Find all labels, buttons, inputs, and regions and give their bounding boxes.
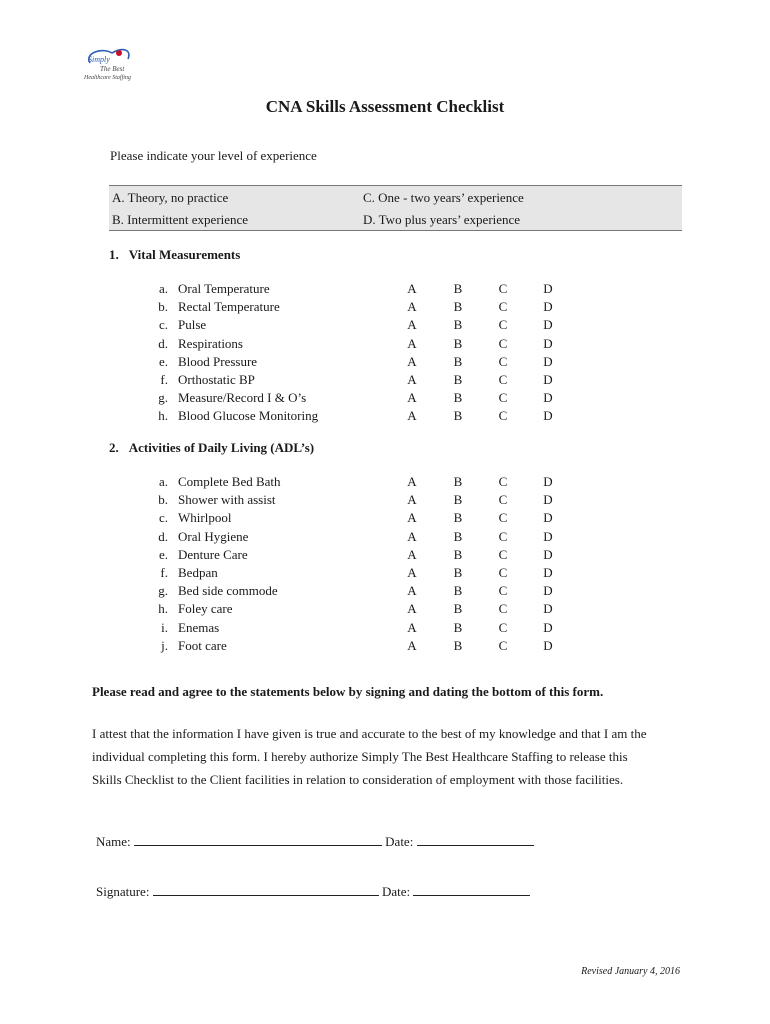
item-letter: i.	[161, 619, 168, 635]
section-title	[109, 247, 240, 263]
rating-option-a[interactable]: A	[407, 372, 417, 387]
item-label: Bedpan	[178, 565, 218, 580]
rating-option-b[interactable]: B	[453, 492, 463, 508]
legend-c: C. One - two years’ experience	[363, 190, 524, 205]
item-letter: d.	[158, 335, 168, 351]
checklist-row	[0, 547, 770, 565]
checklist-row	[0, 372, 770, 390]
rating-option-d[interactable]: D	[543, 583, 553, 599]
checklist-row	[0, 474, 770, 492]
rating-option-a[interactable]: A	[407, 492, 417, 508]
item-letter: h.	[158, 601, 168, 617]
rating-option-c[interactable]: C	[498, 510, 508, 526]
rating-option-d[interactable]: D	[543, 474, 553, 489]
rating-option-c[interactable]: C	[498, 601, 508, 617]
rating-option-c[interactable]: C	[498, 281, 508, 296]
item-label: Measure/Record I & O’s	[178, 390, 307, 406]
rating-option-c[interactable]: C	[498, 474, 508, 489]
rating-option-a[interactable]: A	[407, 474, 417, 489]
rating-option-c[interactable]: C	[498, 299, 508, 315]
rating-option-d[interactable]: D	[543, 281, 553, 296]
rating-option-b[interactable]: B	[453, 637, 463, 653]
rating-option-c[interactable]: C	[498, 408, 508, 424]
rating-option-c[interactable]: C	[498, 546, 508, 562]
rating-option-b[interactable]: B	[453, 353, 463, 369]
checklist-row	[0, 408, 770, 426]
rating-option-c[interactable]: C	[498, 637, 508, 653]
legend-a: A. Theory, no practice	[112, 190, 229, 205]
section-title-text: Vital Measurements	[128, 247, 241, 262]
svg-text:Simply: Simply	[88, 55, 110, 64]
rating-option-a[interactable]: A	[407, 510, 417, 526]
item-label: Blood Glucose Monitoring	[178, 408, 319, 424]
rating-option-b[interactable]: B	[453, 281, 463, 296]
item-label: Shower with assist	[178, 492, 276, 508]
rating-option-b[interactable]: B	[453, 372, 463, 387]
name-field[interactable]	[96, 834, 534, 850]
rating-option-a[interactable]: A	[407, 317, 417, 333]
checklist-row	[0, 336, 770, 354]
rating-option-b[interactable]: B	[453, 565, 463, 580]
item-label: Whirlpool	[178, 510, 232, 526]
item-letter: e.	[158, 546, 168, 562]
rating-option-d[interactable]: D	[543, 390, 553, 406]
rating-option-c[interactable]: C	[498, 372, 508, 387]
rating-option-d[interactable]: D	[543, 510, 553, 526]
page-title: CNA Skills Assessment Checklist	[265, 97, 505, 116]
rating-option-c[interactable]: C	[498, 492, 508, 508]
item-letter: c.	[158, 317, 168, 333]
rating-option-c[interactable]: C	[498, 353, 508, 369]
section-title-text: Activities of Daily Living (ADL’s)	[128, 440, 315, 455]
item-letter: a.	[158, 474, 168, 489]
company-logo	[82, 45, 144, 85]
signature-field[interactable]	[96, 884, 530, 900]
rating-option-a[interactable]: A	[407, 637, 417, 653]
rating-option-c[interactable]: C	[498, 565, 508, 580]
signature-label: Signature:	[96, 884, 150, 899]
rating-option-c[interactable]: C	[498, 390, 508, 406]
item-label: Foley care	[178, 601, 233, 617]
experience-legend	[109, 185, 682, 231]
item-letter: b.	[158, 492, 168, 508]
rating-option-b[interactable]: B	[453, 583, 463, 599]
attestation-text: I attest that the information I have given is true and accurate to the best of my knowledge and that I am the individual completing this form. I hereby authorize Simply The Best Healthcare Staffing to release this Skills Checklist to the Client facilities in relation to consideration of employment with those facilities.	[92, 726, 647, 787]
rating-option-b[interactable]: B	[453, 528, 463, 544]
rating-option-b[interactable]: B	[453, 546, 463, 562]
rating-option-b[interactable]: B	[453, 601, 463, 617]
checklist-row	[0, 529, 770, 547]
rating-option-c[interactable]: C	[498, 619, 508, 635]
checklist-row	[0, 601, 770, 619]
rating-option-d[interactable]: D	[543, 335, 553, 351]
legend-d: D. Two plus years’ experience	[363, 212, 521, 227]
rating-option-a[interactable]: A	[407, 335, 417, 351]
experience-prompt: Please indicate your level of experience	[110, 148, 317, 163]
checklist-row	[0, 492, 770, 510]
rating-option-d[interactable]: D	[543, 353, 553, 369]
rating-option-a[interactable]: A	[407, 601, 417, 617]
item-letter: e.	[158, 353, 168, 369]
item-letter: b.	[158, 299, 168, 315]
rating-option-b[interactable]: B	[453, 390, 463, 406]
rating-option-a[interactable]: A	[407, 299, 417, 315]
item-label: Complete Bed Bath	[178, 474, 281, 489]
item-letter: f.	[160, 565, 168, 580]
rating-option-b[interactable]: B	[453, 408, 463, 424]
checklist-row	[0, 390, 770, 408]
rating-option-b[interactable]: B	[453, 335, 463, 351]
date-line[interactable]	[417, 834, 534, 846]
item-letter: d.	[158, 528, 168, 544]
rating-option-a[interactable]: A	[407, 565, 417, 580]
rating-option-c[interactable]: C	[498, 317, 508, 333]
rating-option-a[interactable]: A	[407, 281, 417, 296]
checklist-row	[0, 620, 770, 638]
item-letter: c.	[158, 510, 168, 526]
checklist-row	[0, 510, 770, 528]
rating-option-c[interactable]: C	[498, 335, 508, 351]
item-label: Denture Care	[178, 546, 248, 562]
item-label: Rectal Temperature	[178, 299, 280, 315]
revision-date: Revised January 4, 2016	[581, 966, 680, 977]
checklist-row	[0, 317, 770, 335]
svg-text:Healthcare Staffing: Healthcare Staffing	[84, 75, 131, 81]
rating-option-d[interactable]: D	[543, 492, 553, 508]
rating-option-a[interactable]: A	[407, 390, 417, 406]
item-letter: j.	[161, 637, 168, 653]
rating-option-d[interactable]: D	[543, 637, 553, 653]
rating-option-a[interactable]: A	[407, 583, 417, 599]
checklist-row	[0, 638, 770, 656]
rating-option-d[interactable]: D	[543, 317, 553, 333]
item-label: Bed side commode	[178, 583, 278, 599]
svg-text:The Best: The Best	[100, 65, 125, 73]
section-number: 1.	[109, 247, 119, 262]
rating-option-a[interactable]: A	[407, 353, 417, 369]
rating-option-a[interactable]: A	[407, 408, 417, 424]
signature-date-line[interactable]	[413, 884, 530, 896]
rating-option-a[interactable]: A	[407, 546, 417, 562]
date-label: Date:	[385, 834, 414, 849]
legend-b: B. Intermittent experience	[112, 212, 249, 227]
rating-option-d[interactable]: D	[543, 372, 553, 387]
item-label: Enemas	[178, 619, 220, 635]
item-letter: h.	[158, 408, 168, 424]
checklist-row	[0, 299, 770, 317]
rating-option-d[interactable]: D	[543, 565, 553, 580]
signature-date-label: Date:	[381, 884, 411, 899]
rating-option-d[interactable]: D	[543, 299, 553, 315]
section-title	[109, 440, 314, 456]
item-letter: g.	[158, 583, 168, 599]
checklist-row	[0, 354, 770, 372]
rating-option-a[interactable]: A	[407, 528, 417, 544]
item-letter: f.	[160, 372, 168, 387]
item-label: Foot care	[178, 637, 227, 653]
checklist-row	[0, 583, 770, 601]
checklist-row	[0, 565, 770, 583]
rating-option-a[interactable]: A	[407, 619, 417, 635]
item-label: Blood Pressure	[178, 353, 258, 369]
item-label: Respirations	[178, 335, 243, 351]
rating-option-d[interactable]: D	[543, 408, 553, 424]
item-letter: g.	[158, 390, 168, 406]
checklist-row	[0, 281, 770, 299]
name-label: Name:	[96, 834, 131, 849]
signing-instruction: Please read and agree to the statements below by signing and dating the bottom of this form.	[92, 684, 604, 699]
rating-option-d[interactable]: D	[543, 546, 553, 562]
item-letter: a.	[158, 281, 168, 296]
item-label: Pulse	[178, 317, 207, 333]
section-number: 2.	[109, 440, 119, 455]
rating-option-b[interactable]: B	[453, 474, 463, 489]
rating-option-b[interactable]: B	[453, 619, 463, 635]
item-label: Orthostatic BP	[178, 372, 255, 387]
rating-option-c[interactable]: C	[498, 583, 508, 599]
rating-option-b[interactable]: B	[453, 510, 463, 526]
rating-option-b[interactable]: B	[453, 299, 463, 315]
rating-option-d[interactable]: D	[543, 528, 553, 544]
rating-option-b[interactable]: B	[453, 317, 463, 333]
item-label: Oral Temperature	[178, 281, 270, 296]
rating-option-d[interactable]: D	[543, 619, 553, 635]
item-label: Oral Hygiene	[178, 528, 249, 544]
rating-option-d[interactable]: D	[543, 601, 553, 617]
signature-line[interactable]	[153, 884, 379, 896]
rating-option-c[interactable]: C	[498, 528, 508, 544]
name-line[interactable]	[134, 834, 382, 846]
